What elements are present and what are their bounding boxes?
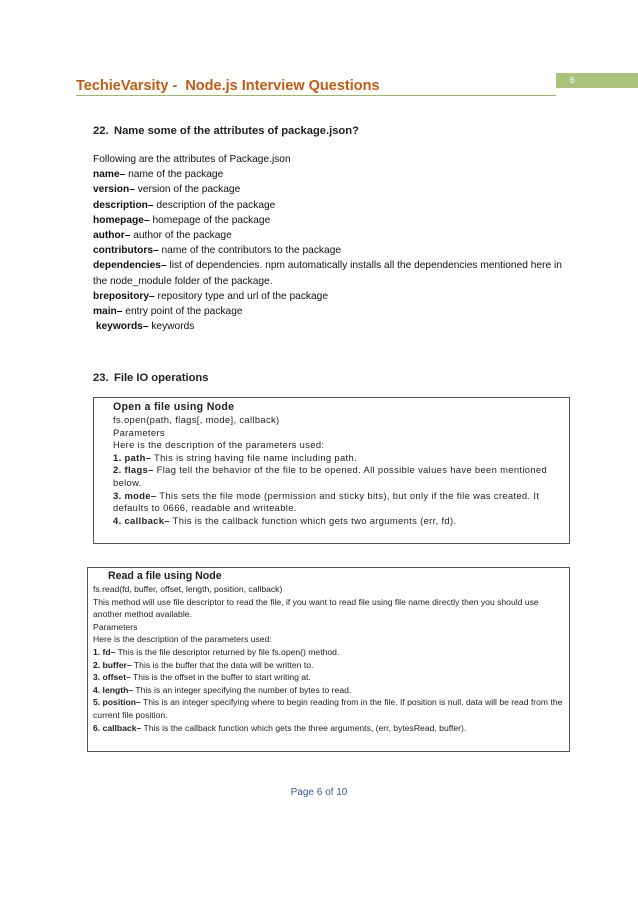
- param-desc: This is an integer specifying the number of bytes to read.: [133, 684, 352, 695]
- open-file-signature: fs.open(path, flags[, mode], callback): [113, 414, 280, 425]
- read-file-description: This method will use file descriptor to read the file, if you want to read file using file name directly then you should use another method available.: [93, 596, 539, 620]
- read-file-title: Read a file using Node: [108, 570, 222, 582]
- attribute-desc: name of the contributors to the package: [158, 245, 342, 257]
- open-file-param: [113, 452, 565, 465]
- read-file-param: [93, 722, 565, 735]
- read-file-code-box: [87, 567, 570, 752]
- attribute-item: [93, 198, 563, 213]
- param-desc: This is the callback function which gets two arguments (err, fd).: [169, 514, 457, 526]
- attribute-desc: version of the package: [134, 184, 241, 196]
- param-key: 3. offset–: [93, 672, 131, 683]
- attribute-item: [93, 182, 563, 197]
- question-23-title: File IO operations: [114, 372, 209, 384]
- param-desc: This is the file descriptor returned by file fs.open() method.: [115, 646, 340, 657]
- param-key: 4. callback–: [113, 514, 170, 526]
- attribute-key: keywords–: [93, 321, 149, 333]
- attribute-key: dependencies–: [93, 260, 167, 272]
- page-number-tab: [556, 73, 638, 88]
- open-file-params-label: Parameters: [113, 426, 165, 438]
- open-file-param: [113, 490, 565, 515]
- param-key: 2. flags–: [113, 464, 154, 476]
- attribute-desc: list of dependencies. npm automatically installs all the dependencies mentioned here in the node_module folder of the package.: [93, 260, 562, 287]
- page-footer: Page 6 of 10: [290, 787, 348, 798]
- attribute-key: homepage–: [93, 214, 150, 226]
- param-desc: Flag tell the behavior of the file to be opened. All possible values have been mentioned below.: [113, 464, 548, 488]
- question-23-number: 23.: [93, 372, 109, 384]
- attribute-desc: name of the package: [125, 169, 224, 181]
- attribute-desc: entry point of the package: [122, 306, 243, 318]
- question-22-heading: [93, 125, 359, 137]
- param-key: 5. position–: [93, 697, 141, 708]
- attribute-desc: keywords: [148, 321, 195, 333]
- open-file-param: [113, 515, 565, 528]
- attribute-item: [93, 213, 563, 228]
- param-key: 1. path–: [113, 451, 152, 463]
- param-key: 2. buffer–: [93, 659, 132, 670]
- question-22-title: Name some of the attributes of package.json?: [114, 125, 359, 137]
- read-file-param: [93, 659, 565, 672]
- attribute-key: author–: [93, 230, 131, 242]
- attribute-key: name–: [93, 169, 126, 181]
- attribute-key: main–: [93, 306, 123, 318]
- param-desc: This is the offset in the buffer to start writing at.: [130, 672, 311, 683]
- param-desc: This sets the file mode (permission and sticky bits), but only if the file was created. It defaults to 0666, readable and writeable.: [113, 489, 540, 514]
- open-file-code-box: [93, 397, 570, 544]
- attribute-key: description–: [93, 199, 154, 211]
- read-file-signature: fs.read(fd, buffer, offset, length, position, callback): [93, 584, 283, 594]
- attribute-item: [93, 243, 563, 258]
- question-23-heading: [93, 372, 209, 384]
- open-file-title: Open a file using Node: [113, 401, 235, 413]
- attribute-item: [93, 304, 563, 319]
- read-file-param: [93, 684, 565, 697]
- document-header-title: TechieVarsity - Node.js Interview Questions: [76, 78, 380, 94]
- read-file-params-desc: Here is the description of the parameters used:: [93, 634, 272, 645]
- attribute-item: [93, 289, 563, 304]
- attribute-key: brepository–: [93, 290, 155, 302]
- param-desc: This is an integer specifying where to begin reading from in the file. If position is null, data will be read from the current file position.: [93, 697, 563, 720]
- attribute-desc: homepage of the package: [149, 214, 271, 226]
- attribute-item: [93, 167, 563, 182]
- param-desc: This is the callback function which gets the three arguments, (err, bytesRead, buffer).: [141, 722, 467, 733]
- param-desc: This is string having file name including path.: [151, 451, 358, 463]
- open-file-param: [113, 464, 565, 489]
- attribute-item: [93, 319, 563, 334]
- attribute-item: [93, 258, 563, 288]
- read-file-param: [93, 696, 565, 721]
- attribute-desc: description of the package: [153, 199, 276, 211]
- header-divider: [76, 95, 556, 96]
- param-key: 3. mode–: [113, 489, 157, 501]
- attribute-desc: repository type and url of the package: [154, 290, 329, 302]
- page-number-tab-label: 6: [570, 75, 576, 85]
- question-22-number: 22.: [93, 125, 109, 137]
- attribute-key: version–: [93, 184, 135, 196]
- attribute-desc: author of the package: [130, 230, 232, 242]
- read-file-param: [93, 646, 565, 659]
- param-key: 4. length–: [93, 684, 134, 695]
- attribute-key: contributors–: [93, 245, 159, 257]
- param-key: 1. fd–: [93, 646, 116, 657]
- attribute-item: [93, 228, 563, 243]
- package-json-attribute-list: [93, 152, 563, 334]
- read-file-param: [93, 671, 565, 684]
- open-file-params-desc: Here is the description of the parameters used:: [113, 439, 325, 451]
- param-key: 6. callback–: [93, 722, 142, 733]
- attributes-intro: Following are the attributes of Package.json: [93, 154, 291, 165]
- read-file-params-label: Parameters: [93, 621, 138, 632]
- param-desc: This is the buffer that the data will be written to.: [131, 659, 314, 670]
